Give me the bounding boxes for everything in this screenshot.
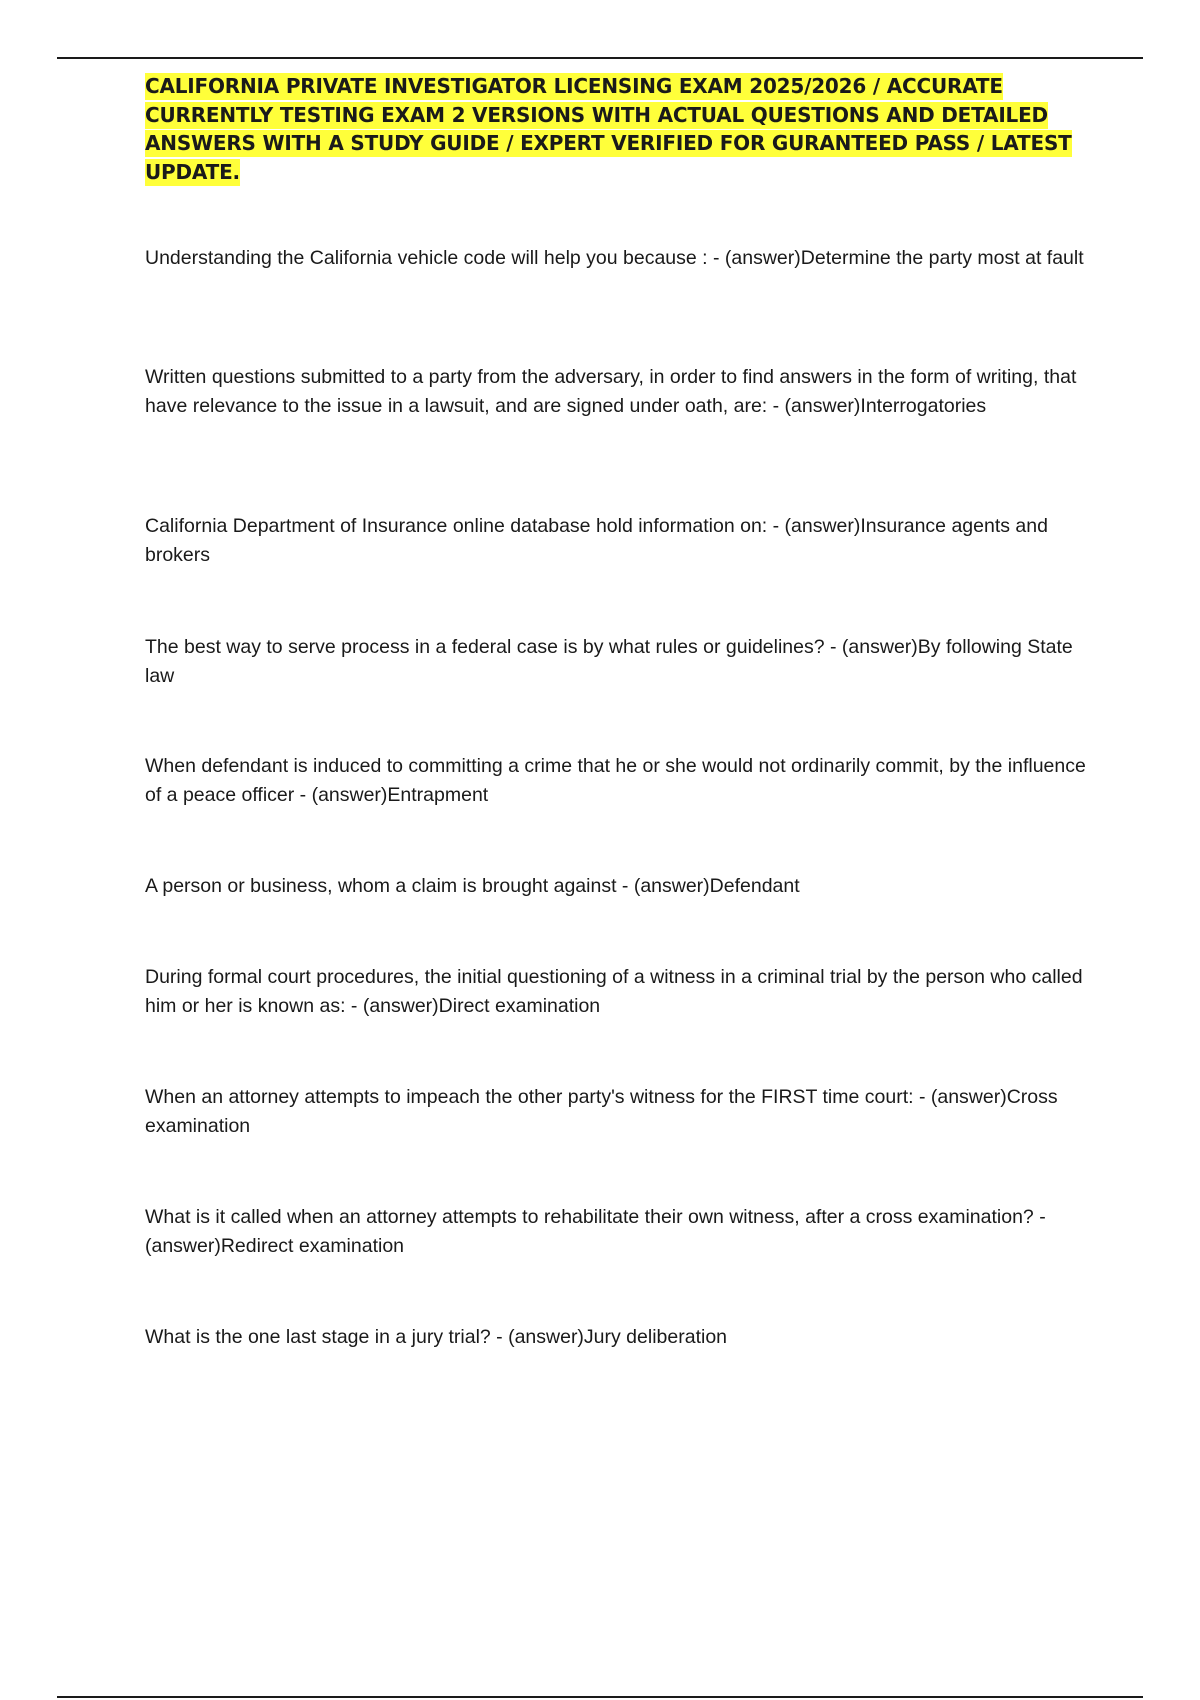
qa-item-9: What is it called when an attorney attempts to rehabilitate their own witness, after a cross examination? - (answer)Redirect examination — [145, 1206, 1046, 1257]
top-rule — [57, 57, 1143, 59]
qa-item-7: During formal court procedures, the initial questioning of a witness in a criminal trial by the person who called him or her is known as: - (answer)Direct examination — [145, 966, 1083, 1017]
qa-item-3: California Department of Insurance online database hold information on: - (answer)Insurance agents and brokers — [145, 515, 1048, 566]
title-highlight: CALIFORNIA PRIVATE INVESTIGATOR LICENSING EXAM 2025/2026 / ACCURATE CURRENTLY TESTING EXAM 2 VERSIONS WITH ACTUAL QUESTIONS AND DETAILED ANSWERS WITH A STUDY GUIDE / EXPERT VERIFIED FOR GURANTEED PASS / LATEST UPDATE. — [145, 74, 1072, 185]
qa-item-2: Written questions submitted to a party from the adversary, in order to find answers in the form of writing, that have relevance to the issue in a lawsuit, and are signed under oath, are: - (answer)Interrogatories — [145, 366, 1077, 417]
qa-item-8: When an attorney attempts to impeach the other party's witness for the FIRST time court: - (answer)Cross examination — [145, 1086, 1058, 1137]
qa-item-4: The best way to serve process in a federal case is by what rules or guidelines? - (answer)By following State law — [145, 636, 1073, 687]
qa-item-6: A person or business, whom a claim is brought against - (answer)Defendant — [145, 875, 800, 897]
qa-item-1: Understanding the California vehicle code will help you because : - (answer)Determine the party most at fault — [145, 247, 1084, 269]
bottom-rule — [57, 1696, 1143, 1698]
qa-item-5: When defendant is induced to committing a crime that he or she would not ordinarily commit, by the influence of a peace officer - (answer)Entrapment — [145, 755, 1086, 806]
qa-item-10: What is the one last stage in a jury trial? - (answer)Jury deliberation — [145, 1326, 728, 1348]
document-title — [145, 72, 1075, 187]
